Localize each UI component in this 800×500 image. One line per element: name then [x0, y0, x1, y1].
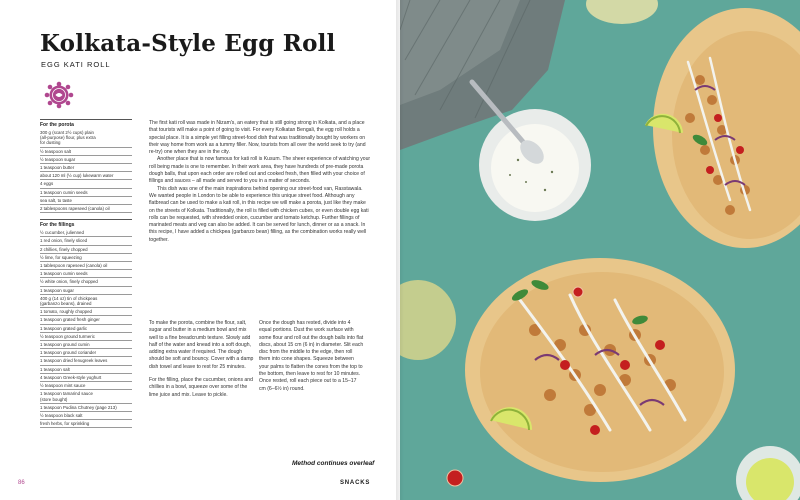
meat-badge-icon	[42, 78, 76, 112]
intro-paragraph: The first kati roll was made in Nizam's, an eatery that is still going strong in Kolkata, and a place that tourists will make a point of going to visit. For every Kolkatan Bengali, the egg roll holds a special place. It is a simple yet filling street-food dish that was traditionally bought by workers on their way home from work as a tummy filler. Now, tourists from all over the world seek to try (and re-try) one when they are in the city.	[149, 120, 366, 156]
egg-roll-photo-illustration	[400, 0, 800, 500]
ingredient-item: 1 tomato, roughly chopped	[40, 308, 132, 316]
intro-paragraph: Another place that is now famous for kati roll is Kusum. The sheer experience of watching your roll being made is one to remember. In their work area, they have hundreds of pre-made porota dough balls, that upon each order are rolled out and cooked fresh, then filled with your choice of fillings and sauces – all made and served to you in a matter of seconds.	[149, 156, 371, 185]
ingredient-item: ½ teaspoon black salt	[40, 412, 132, 420]
ingredient-item: 1 teaspoon butter	[40, 164, 132, 172]
intro-paragraph: This dish was one of the main inspirations behind opening our street-food van, Rasstawala. We wanted people in London to be able to experience this unique street food. Although any flatbread can be used to make a kati roll, in this recipe we will make a porota, just like they make on the streets of Kolkata. Traditionally, the roll is filled with chicken cubes, or even double egg kati rolls can be requested, with shredded onion, cucumber and tomato ketchup. Further fillings of marinated meats and veg can also be added. It can be served for lunch, dinner or as a snack. In this recipe, I have added a chickpea (garbanzo bean) filling, as the combination works really well together.	[149, 185, 369, 243]
method-column-2	[259, 320, 364, 399]
ingredient-item: 1 teaspoon cumin seeds	[40, 270, 132, 278]
ingredient-item: 1 teaspoon Pudina Chutney (page 213)	[40, 404, 132, 412]
method-continues-note: Method continues overleaf	[292, 460, 375, 467]
method-step: To make the porota, combine the flour, salt, sugar and butter in a medium bowl and mix well to a fine breadcrumb texture. Slowly add half of the water and knead into a soft dough, adding extra water if required. The dough should be soft and bouncy. Cover with a damp dish towel and leave to rest for 25 minutes.	[149, 320, 254, 370]
ingredient-item: ½ teaspoon sugar	[40, 156, 132, 164]
ingredient-item: 1 teaspoon grated garlic	[40, 325, 132, 333]
ingredient-item: 4 eggs	[40, 180, 132, 188]
ingredient-item: ½ cucumber, julienned	[40, 229, 132, 237]
page-number: 86	[18, 480, 25, 486]
ingredient-item: 1 teaspoon grated fresh ginger	[40, 316, 132, 324]
ingredient-item: 1 teaspoon ground cumin	[40, 341, 132, 349]
ingredient-item: 4 teaspoon Greek-style yoghurt	[40, 374, 132, 382]
recipe-subtitle: EGG KATI ROLL	[41, 60, 111, 69]
ingredient-item: 2 tablespoons rapeseed (canola) oil	[40, 205, 132, 213]
ingredient-item: 1 teaspoon sugar	[40, 287, 132, 295]
ingredients-list	[40, 119, 132, 428]
ingredient-item: 400 g (14 oz) tin of chickpeas (garbanzo beans), drained	[40, 295, 132, 308]
ingredient-item: about 120 ml (½ cup) lukewarm water	[40, 172, 132, 180]
porota-heading: For the porota	[40, 119, 132, 129]
ingredient-item: 1 red onion, finely sliced	[40, 237, 132, 245]
ingredient-item: ½ teaspoon ground turmeric	[40, 333, 132, 341]
food-photo	[400, 0, 800, 500]
method-step: For the filling, place the cucumber, onions and chillies in a bowl, squeeze over some of the lime juice and mix. Leave to pickle.	[149, 377, 253, 398]
method-column-1	[149, 320, 254, 405]
method-step: Once the dough has rested, divide into 4 equal portions. Dust the work surface with some flour and roll out the dough balls into flat discs, about 15 cm (6 in) in diameter. Slit each disc from the middle to the edge, then roll them into cone shapes. Squeeze between your palms to flatten the cones from the top to the bottom, then leave to rest for 10 minutes. Once rested, roll each piece out to a 15–17 cm (6–6½ in) round.	[259, 320, 364, 392]
fillings-heading: For the fillings	[40, 219, 132, 229]
ingredient-item: ½ teaspoon salt	[40, 148, 132, 156]
book-gutter	[396, 0, 404, 500]
ingredient-item: ½ teaspoon mint sauce	[40, 382, 132, 390]
ingredient-item: 1 tablespoon rapeseed (canola) oil	[40, 262, 132, 270]
ingredient-item: ½ lime, for squeezing	[40, 254, 132, 262]
recipe-title: Kolkata-Style Egg Roll	[40, 30, 336, 57]
ingredient-item: sea salt, to taste	[40, 197, 132, 205]
ingredient-item: 300 g (scant 2½ cups) plain (all-purpose) flour, plus extra for dusting	[40, 129, 132, 148]
recipe-intro	[149, 120, 371, 244]
ingredient-item: 1 teaspoon cumin seeds	[40, 189, 132, 197]
ingredient-item: 1 teaspoon ground coriander	[40, 349, 132, 357]
ingredient-item: ½ white onion, finely chopped	[40, 278, 132, 286]
ingredient-item: 1 teaspoon salt	[40, 366, 132, 374]
section-label: SNACKS	[340, 480, 371, 486]
ingredient-item: 1 teaspoon tamarind sauce (store bought)	[40, 390, 132, 403]
ingredient-item: 1 teaspoon dried fenugreek leaves	[40, 357, 132, 365]
ingredient-item: 2 chillies, finely chopped	[40, 246, 132, 254]
ingredient-item: fresh herbs, for sprinkling	[40, 420, 132, 428]
